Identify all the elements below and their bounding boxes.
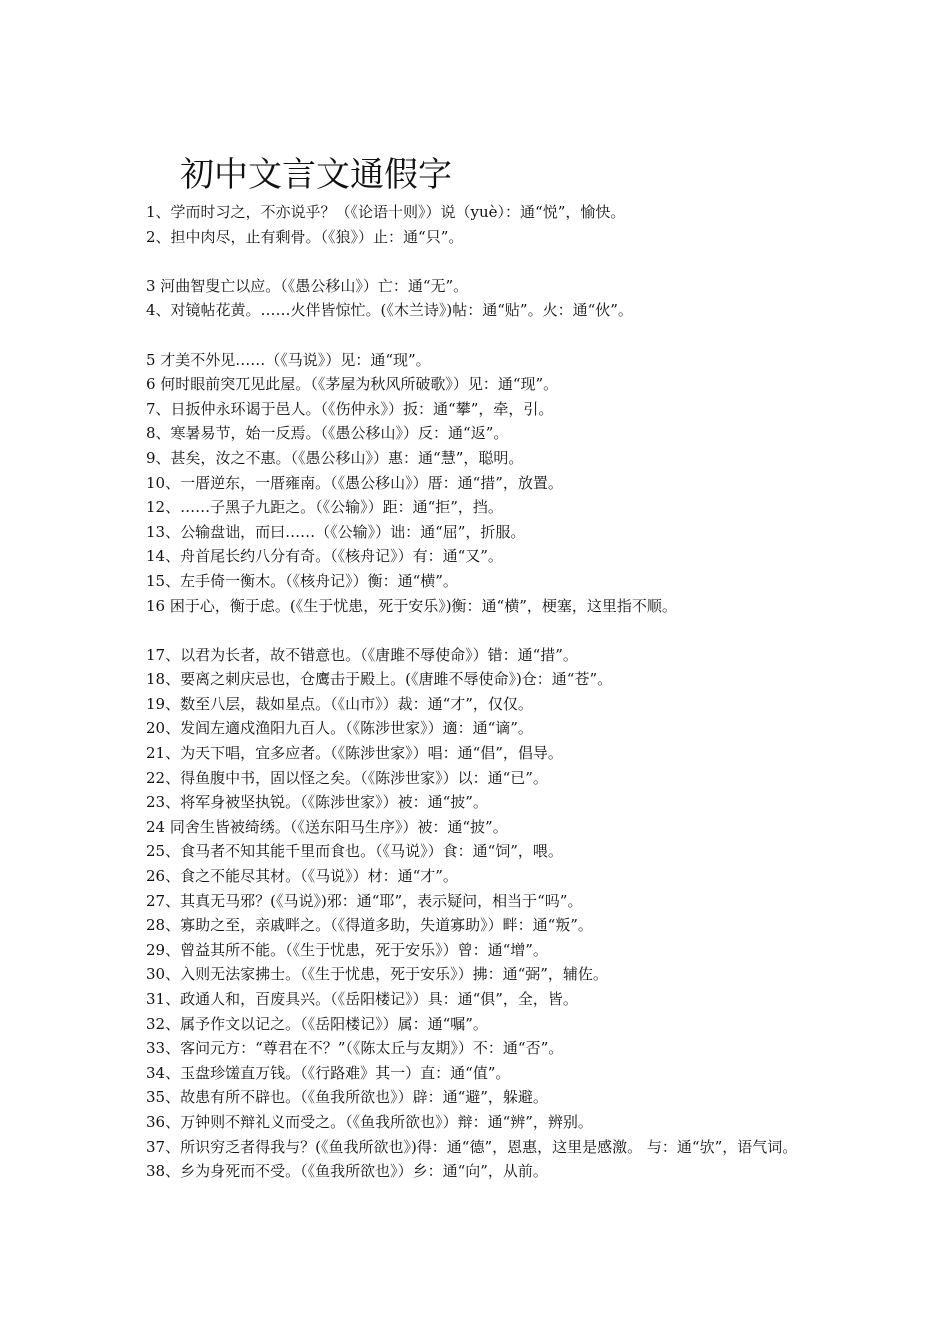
entry-line: 19、数至八层，裁如星点。（《山市》）裁：通“才”，仅仅。 — [146, 694, 533, 713]
page-title: 初中文言文通假字 — [180, 155, 452, 195]
entry-line: 3 河曲智叟亡以应。（《愚公移山》）亡：通“无”。 — [146, 276, 469, 295]
entry-line: 12、……子黑子九距之。（《公输》）距：通“拒”，挡。 — [146, 498, 503, 517]
entry-line: 16 困于心，衡于虑。(《生于忧患，死于安乐》)衡：通“横”，梗塞，这里指不顺。 — [146, 596, 677, 615]
entry-line: 18、要离之刺庆忌也，仓鹰击于殿上。(《唐雎不辱使命》)仓：通“苍”。 — [146, 670, 613, 689]
entry-line: 24 同舍生皆被绮绣。（《送东阳马生序》）被：通“披”。 — [146, 817, 508, 836]
entry-line: 23、将军身被坚执锐。（《陈涉世家》）被：通“披”。 — [146, 793, 488, 812]
entry-line: 20、发闾左適戍渔阳九百人。（《陈涉世家》）適：通“谪”。 — [146, 719, 533, 738]
entry-line: 38、乡为身死而不受。（《鱼我所欲也》）乡：通“向”，从前。 — [146, 1162, 548, 1181]
entry-line: 15、左手倚一衡木。（《核舟记》）衡：通“横”。 — [146, 571, 458, 590]
entry-line: 27、其真无马邪？(《马说》)邪：通“耶”，表示疑问，相当于“吗”。 — [146, 891, 583, 910]
entry-line: 29、曾益其所不能。（《生于忧患，死于安乐》）曾：通“增”。 — [146, 940, 548, 959]
entry-list — [146, 200, 826, 1184]
entry-line: 5 才美不外见……（《马说》）见：通“现”。 — [146, 350, 431, 369]
entry-line: 34、玉盘珍馐直万钱。（《行路难》其一）直：通“值”。 — [146, 1063, 511, 1082]
entry-line: 30、入则无法家拂士。（《生于忧患，死于安乐》）拂：通“弼”，辅佐。 — [146, 965, 608, 984]
entry-line: 31、政通人和，百废具兴。（《岳阳楼记》）具：通“俱”，全，皆。 — [146, 990, 578, 1008]
entry-line: 25、食马者不知其能千里而食也。（《马说》）食：通“饲”，喂。 — [146, 842, 563, 861]
entry-line: 6 何时眼前突兀见此屋。（《茅屋为秋风所破歌》）见：通“现”。 — [146, 375, 559, 394]
entry-line: 17、以君为长者，故不错意也。（《唐雎不辱使命》）错：通“措”。 — [146, 645, 578, 664]
entry-line: 7、日扳仲永环谒于邑人。（《伤仲永》）扳：通“攀”，牵，引。 — [146, 399, 554, 418]
entry-line: 4、对镜帖花黄。……火伴皆惊忙。(《木兰诗》)帖：通“贴”。火：通“伙”。 — [146, 301, 633, 320]
entry-line: 14、舟首尾长约八分有奇。（《核舟记》）有：通“又”。 — [146, 547, 503, 566]
entry-line: 28、寡助之至，亲戚畔之。（《得道多助，失道寡助》）畔：通“叛”。 — [146, 916, 593, 935]
entry-line: 2、担中肉尽，止有剩骨。（《狼》）止：通“只”。 — [146, 227, 464, 246]
entry-line: 8、寒暑易节，始一反焉。（《愚公移山》）反：通“返”。 — [146, 424, 509, 443]
entry-line: 9、甚矣，汝之不惠。（《愚公移山》）惠：通“慧”，聪明。 — [146, 448, 524, 467]
entry-line: 32、属予作文以记之。（《岳阳楼记》）属：通“嘱”。 — [146, 1014, 488, 1033]
entry-line: 1、学而时习之，不亦说乎？（《论语十则》）说（yuè）：通“悦”，愉快。 — [146, 203, 626, 221]
entry-line: 26、食之不能尽其材。（《马说》）材：通“才”。 — [146, 867, 458, 886]
entry-line: 37、所识穷乏者得我与？(《鱼我所欲也》)得：通“德”，恩惠，这里是感激。 与：通“欤”，语气词。 — [146, 1137, 798, 1156]
entry-line: 10、一厝逆东，一厝雍南。（《愚公移山》）厝：通“措”，放置。 — [146, 473, 563, 492]
entry-line: 35、故患有所不辟也。（《鱼我所欲也》）辟：通“避”，躲避。 — [146, 1088, 548, 1107]
entry-line: 21、为天下唱，宜多应者。（《陈涉世家》）唱：通“倡”，倡导。 — [146, 744, 563, 763]
entry-line: 22、得鱼腹中书，固以怪之矣。（《陈涉世家》）以：通“已”。 — [146, 768, 548, 787]
entry-line: 33、客问元方：“尊君在不？”（《陈太丘与友期》）不：通“否”。 — [146, 1039, 564, 1058]
entry-line: 36、万钟则不辩礼义而受之。（《鱼我所欲也》）辩：通“辨”，辨别。 — [146, 1112, 593, 1131]
entry-line: 13、公输盘诎，而曰……（《公输》）诎：通“屈”，折服。 — [146, 522, 526, 541]
